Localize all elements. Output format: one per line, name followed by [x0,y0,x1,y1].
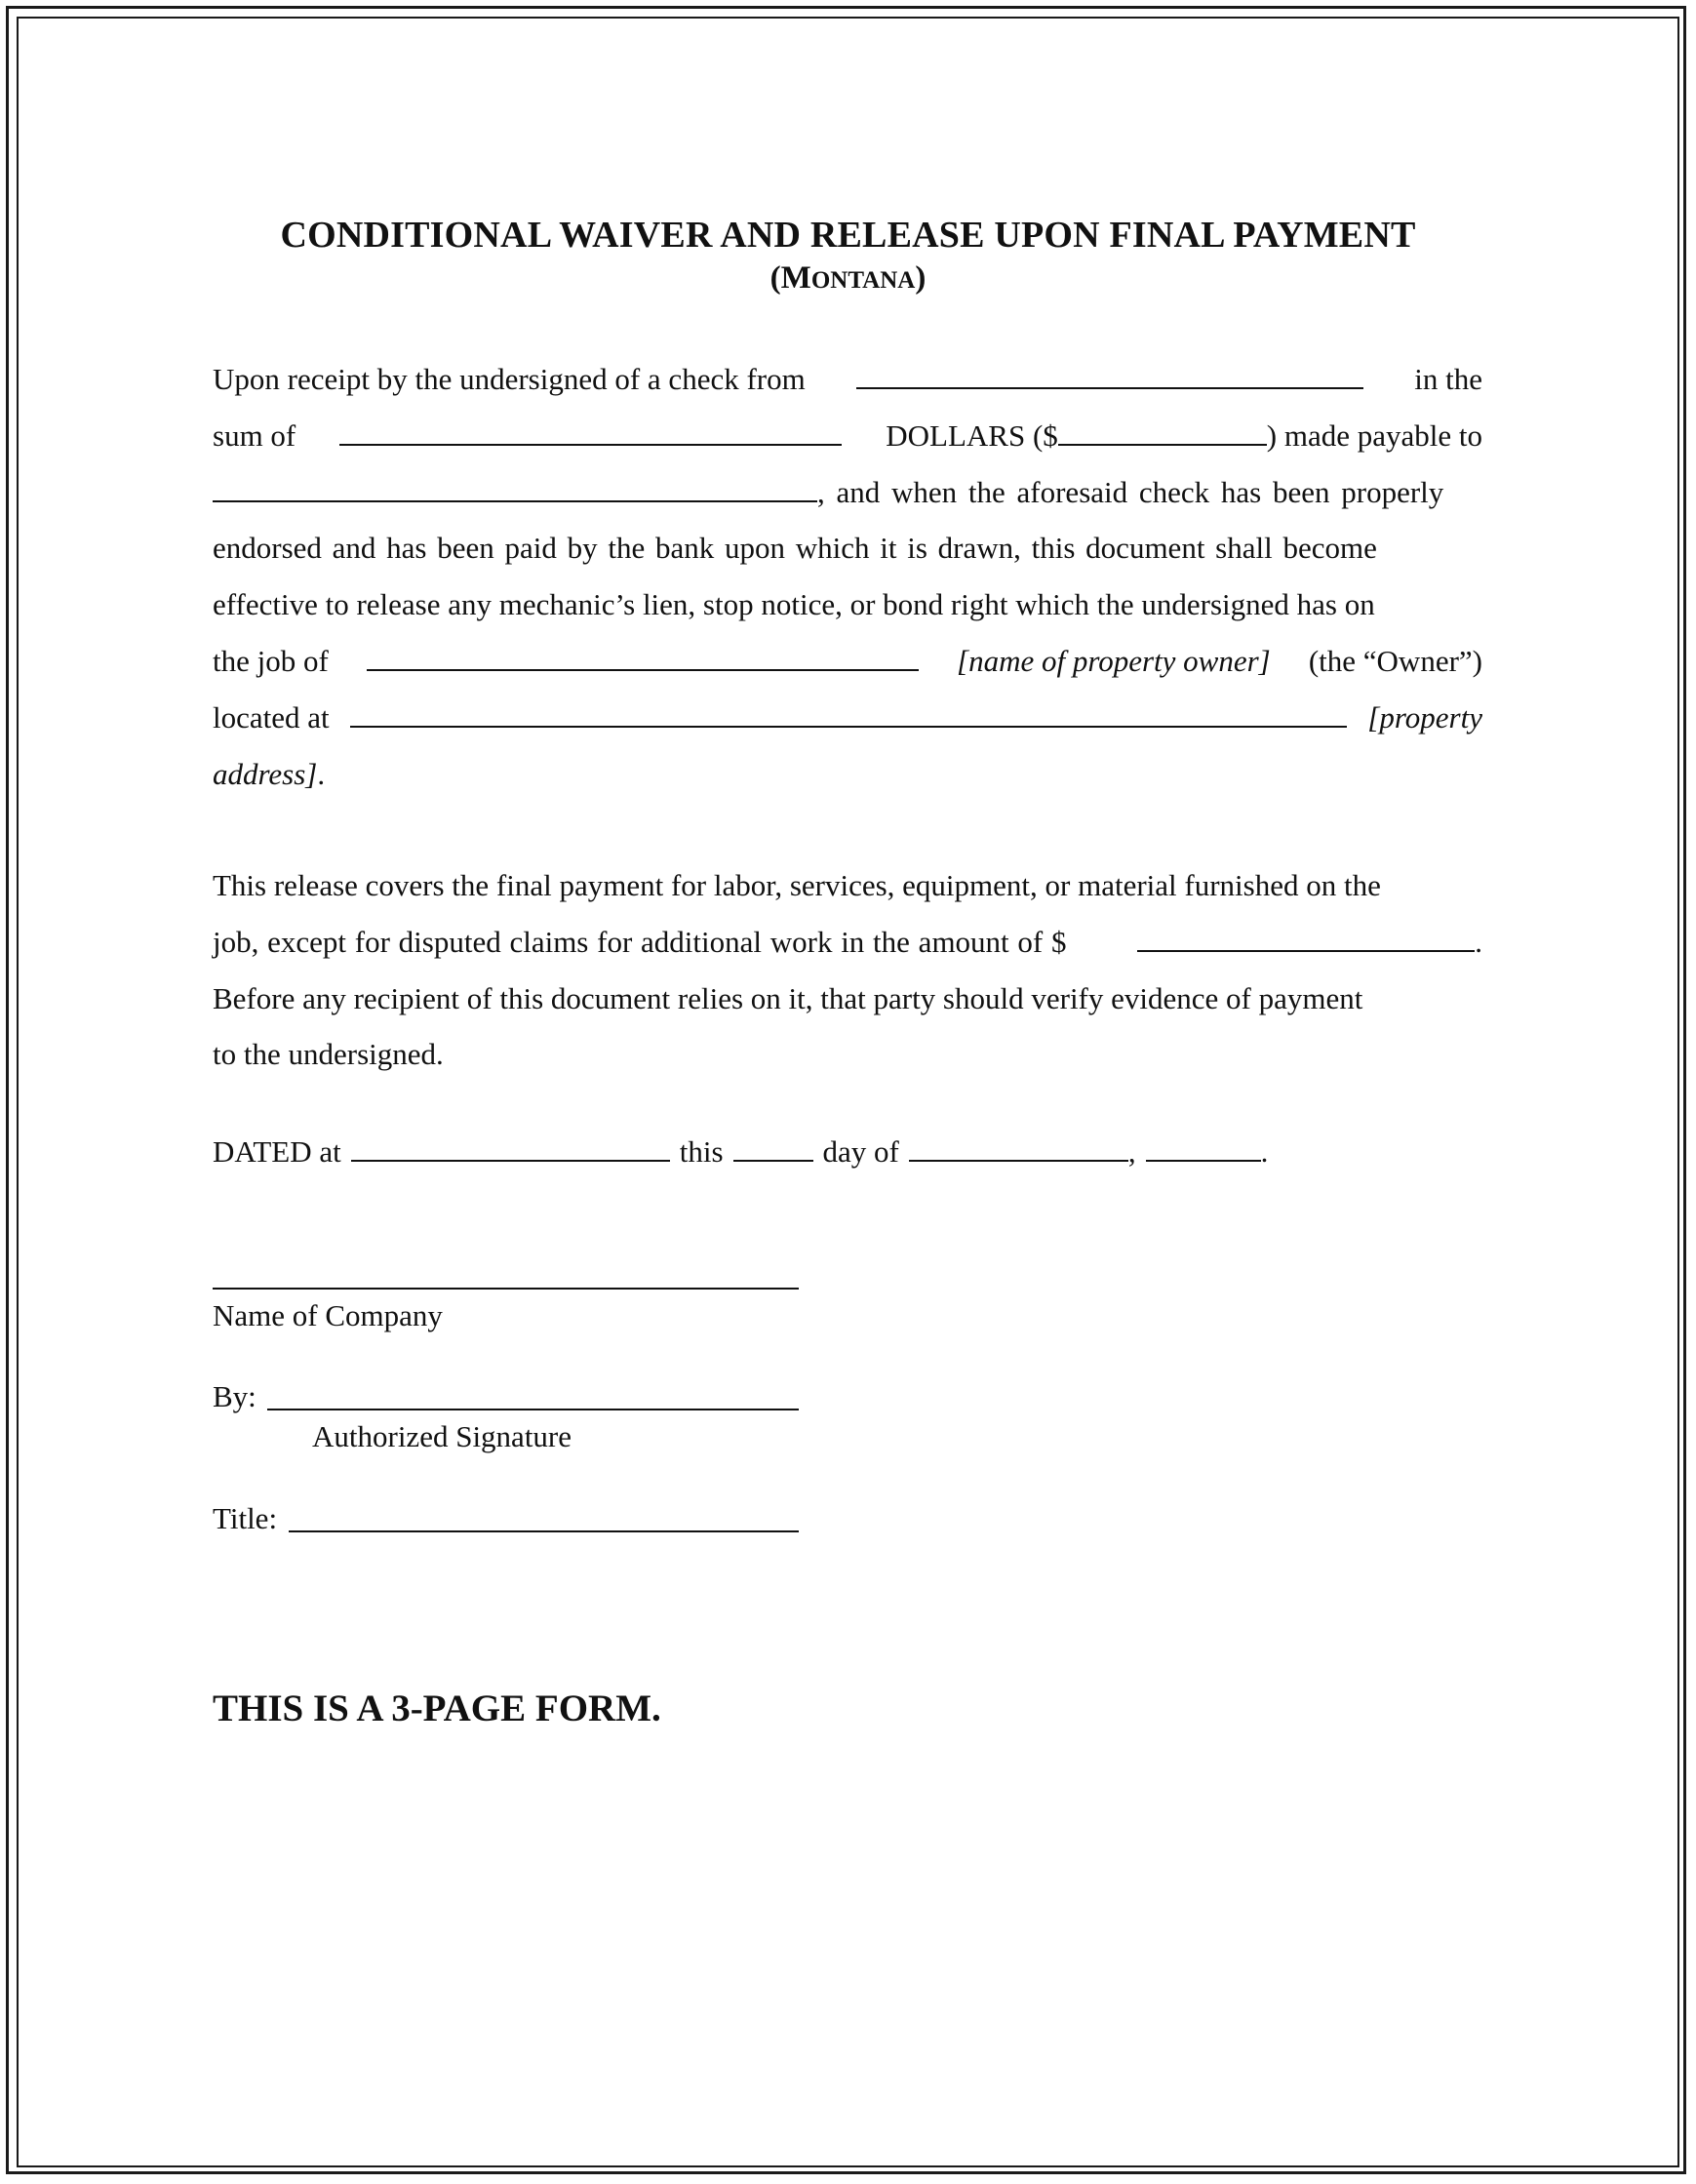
para1-line-8 [213,746,1482,803]
para2-text: to the undersigned. [213,1037,444,1072]
dated-text: DATED at [213,1134,341,1169]
signature-line[interactable] [267,1407,799,1410]
coverage-paragraph [213,857,1482,1083]
property-owner-hint: [name of property owner] [957,643,1271,678]
para1-line-2 [213,408,1482,464]
payee-blank[interactable] [213,475,817,502]
para2-text: Before any recipient of this document relies on it, that party should verify evidence of payment [213,980,1363,1015]
para1-text: ) made payable to [1266,417,1482,453]
subtitle-cap: M [780,260,811,296]
para1-text: DOLLARS ($ [886,417,1058,453]
property-address-blank[interactable] [350,700,1347,728]
dated-text: this [679,1134,724,1169]
disputed-amount-blank[interactable] [1137,925,1475,952]
para2-line-2 [213,914,1482,971]
para2-line-3 [213,971,1482,1027]
sum-words-blank[interactable] [339,418,842,446]
para1-text: Upon receipt by the undersigned of a check from [213,362,806,396]
para1-text: in the [1414,362,1482,396]
para1-text: endorsed and has been paid by the bank upon which it is drawn, this document shall become [213,531,1377,566]
dated-text: , [1127,1134,1136,1169]
form-title: CONDITIONAL WAIVER AND RELEASE UPON FINAL PAYMENT [280,215,1416,256]
para1-line-7 [213,690,1482,746]
property-address-hint: [property [1367,699,1482,735]
dated-place-blank[interactable] [351,1134,670,1162]
para1-line-1 [213,351,1482,408]
disputed-amount-group [1137,914,1482,971]
para1-line-4 [213,520,1482,576]
dollars-group [886,408,1482,464]
company-name-line[interactable] [213,1286,799,1290]
form-subtitle [0,258,1696,301]
para2-line-1 [213,857,1482,914]
para1-text: effective to release any mechanic’s lien, stop notice, or bond right which the undersigned has on [213,587,1375,622]
authorized-signature-label: Authorized Signature [312,1419,572,1453]
dated-line [213,1124,1482,1180]
property-address-hint: address] [213,756,318,791]
para1-text: , and when the aforesaid check has been properly [817,474,1444,509]
para1-text: located at [213,699,330,735]
release-paragraph [213,351,1482,802]
dated-text: day of [822,1134,899,1169]
para1-line-6 [213,633,1482,690]
check-from-blank[interactable] [856,362,1363,389]
dated-section [213,1124,1482,1180]
para2-text: This release covers the final payment for labor, services, equipment, or material furnished on the [213,868,1381,902]
para1-line-5 [213,576,1482,633]
payee-group [213,464,1443,521]
title-label: Title: [213,1501,278,1535]
title-line[interactable] [289,1529,799,1532]
para1-line-3 [213,464,1482,521]
para1-text: . [317,756,326,791]
para1-text: sum of [213,417,296,453]
subtitle-open: ( [769,260,781,296]
disputed-claims-group [213,914,1482,971]
page-border-inner [17,17,1679,2167]
para2-line-4 [213,1026,1482,1083]
dated-text: . [1260,1134,1269,1169]
subtitle-close: ) [915,260,927,296]
by-label: By: [213,1379,256,1413]
para1-text: (the “Owner”) [1308,643,1482,678]
property-owner-blank[interactable] [367,644,919,671]
para2-text: job, except for disputed claims for additional work in the amount of $ [213,924,1067,959]
para1-text: the job of [213,643,329,678]
subtitle-rest: ONTANA [810,267,916,294]
dated-day-blank[interactable] [733,1134,813,1162]
dated-year-blank[interactable] [1146,1134,1261,1162]
sum-amount-blank[interactable] [1058,418,1267,446]
page-count-note: THIS IS A 3-PAGE FORM. [213,1688,661,1729]
company-name-label: Name of Company [213,1298,443,1332]
dated-month-blank[interactable] [909,1134,1128,1162]
para2-text: . [1475,924,1482,959]
